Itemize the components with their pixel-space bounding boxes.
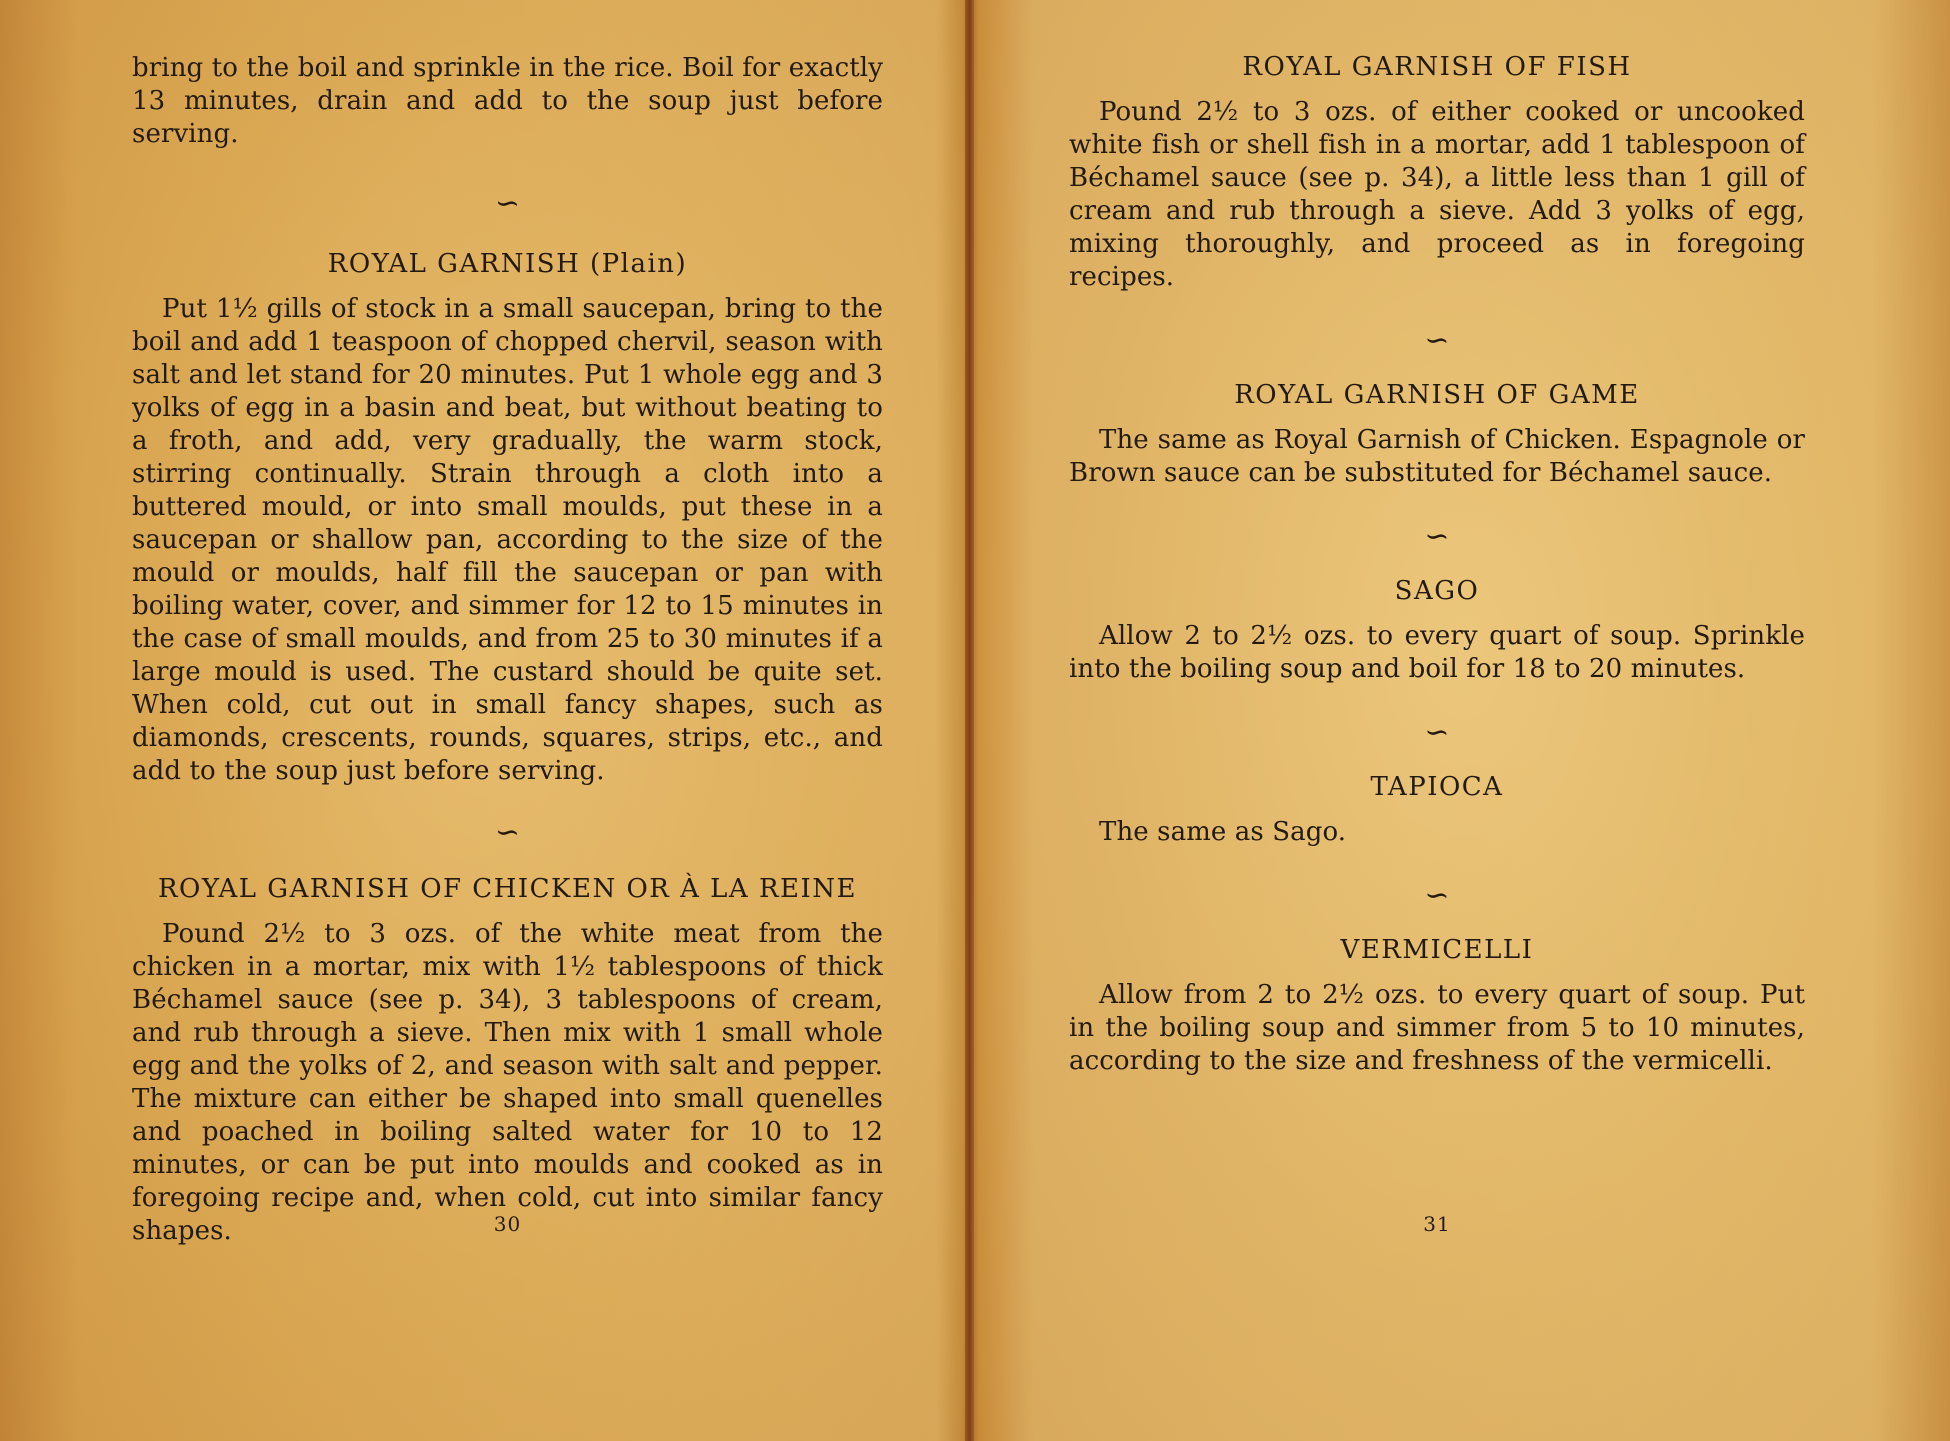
section-body-tapioca: The same as Sago. [1099, 817, 1347, 847]
section-title-royal-garnish-chicken: ROYAL GARNISH OF CHICKEN OR À LA REINE [157, 874, 858, 904]
page-number: 30 [493, 1212, 522, 1236]
right-page [974, 0, 1950, 1441]
left-page [0, 0, 965, 1441]
section-title-royal-garnish-fish: ROYAL GARNISH OF FISH [1242, 52, 1632, 82]
page-number: 31 [1423, 1212, 1451, 1236]
section-body-royal-garnish-chicken: Pound 2½ to 3 ozs. of the white meat from the chicken in a mortar, mix with 1½ tablespoons of thick Béchamel sauce (see p. 34), 3 tablespoons of cream, and rub through a sieve. Then mix with 1 small whole egg and the yolks of 2, and season with salt and pepper. The mixture can either be shaped into small quenelles and poached in boiling salted water for 10 to 12 minutes, or can be put into moulds and cooked as in foregoing recipe and, when cold, cut into similar fancy shapes. [132, 919, 883, 1246]
continuation-text: bring to the boil and sprinkle in the rice. Boil for exactly 13 minutes, drain and add to the soup just before serving. [132, 53, 883, 149]
section-body-sago: Allow 2 to 2½ ozs. to every quart of soup. Sprinkle into the boiling soup and boil for 18 to 20 minutes. [1069, 621, 1805, 684]
section-title-royal-garnish-plain: ROYAL GARNISH (Plain) [327, 249, 688, 279]
section-body-royal-garnish-fish: Pound 2½ to 3 ozs. of either cooked or uncooked white fish or shell fish in a mortar, add 1 tablespoon of Béchamel sauce (see p. 34), a little less than 1 gill of cream and rub through a sieve. Add 3 yolks of egg, mixing thoroughly, and proceed as in foregoing recipes. [1069, 97, 1805, 292]
section-ornament-icon: ∽ [1424, 519, 1450, 554]
section-body-royal-garnish-game: The same as Royal Garnish of Chicken. Espagnole or Brown sauce can be substituted for Béchamel sauce. [1069, 425, 1805, 488]
section-ornament-icon: ∽ [494, 186, 521, 221]
section-body-vermicelli: Allow from 2 to 2½ ozs. to every quart of soup. Put in the boiling soup and simmer from 5 to 10 minutes, according to the size and freshness of the vermicelli. [1069, 980, 1805, 1076]
section-title-tapioca: TAPIOCA [1370, 772, 1504, 802]
section-title-sago: SAGO [1394, 576, 1480, 606]
section-title-vermicelli: VERMICELLI [1340, 935, 1534, 965]
section-ornament-icon: ∽ [494, 815, 521, 850]
section-body-royal-garnish-plain: Put 1½ gills of stock in a small saucepan, bring to the boil and add 1 teaspoon of chopped chervil, season with salt and let stand for 20 minutes. Put 1 whole egg and 3 yolks of egg in a basin and beat, but without beating to a froth, and add, very gradually, the warm stock, stirring continually. Strain through a cloth into a buttered mould, or into small moulds, put these in a saucepan or shallow pan, according to the size of the mould or moulds, half fill the saucepan or pan with boiling water, cover, and simmer for 12 to 15 minutes in the case of small moulds, and from 25 to 30 minutes if a large mould is used. The custard should be quite set. When cold, cut out in small fancy shapes, such as diamonds, crescents, rounds, squares, strips, etc., and add to the soup just before serving. [132, 294, 883, 786]
section-title-royal-garnish-game: ROYAL GARNISH OF GAME [1234, 380, 1640, 410]
section-ornament-icon: ∽ [1424, 715, 1450, 750]
section-ornament-icon: ∽ [1424, 323, 1450, 358]
section-ornament-icon: ∽ [1424, 878, 1450, 913]
